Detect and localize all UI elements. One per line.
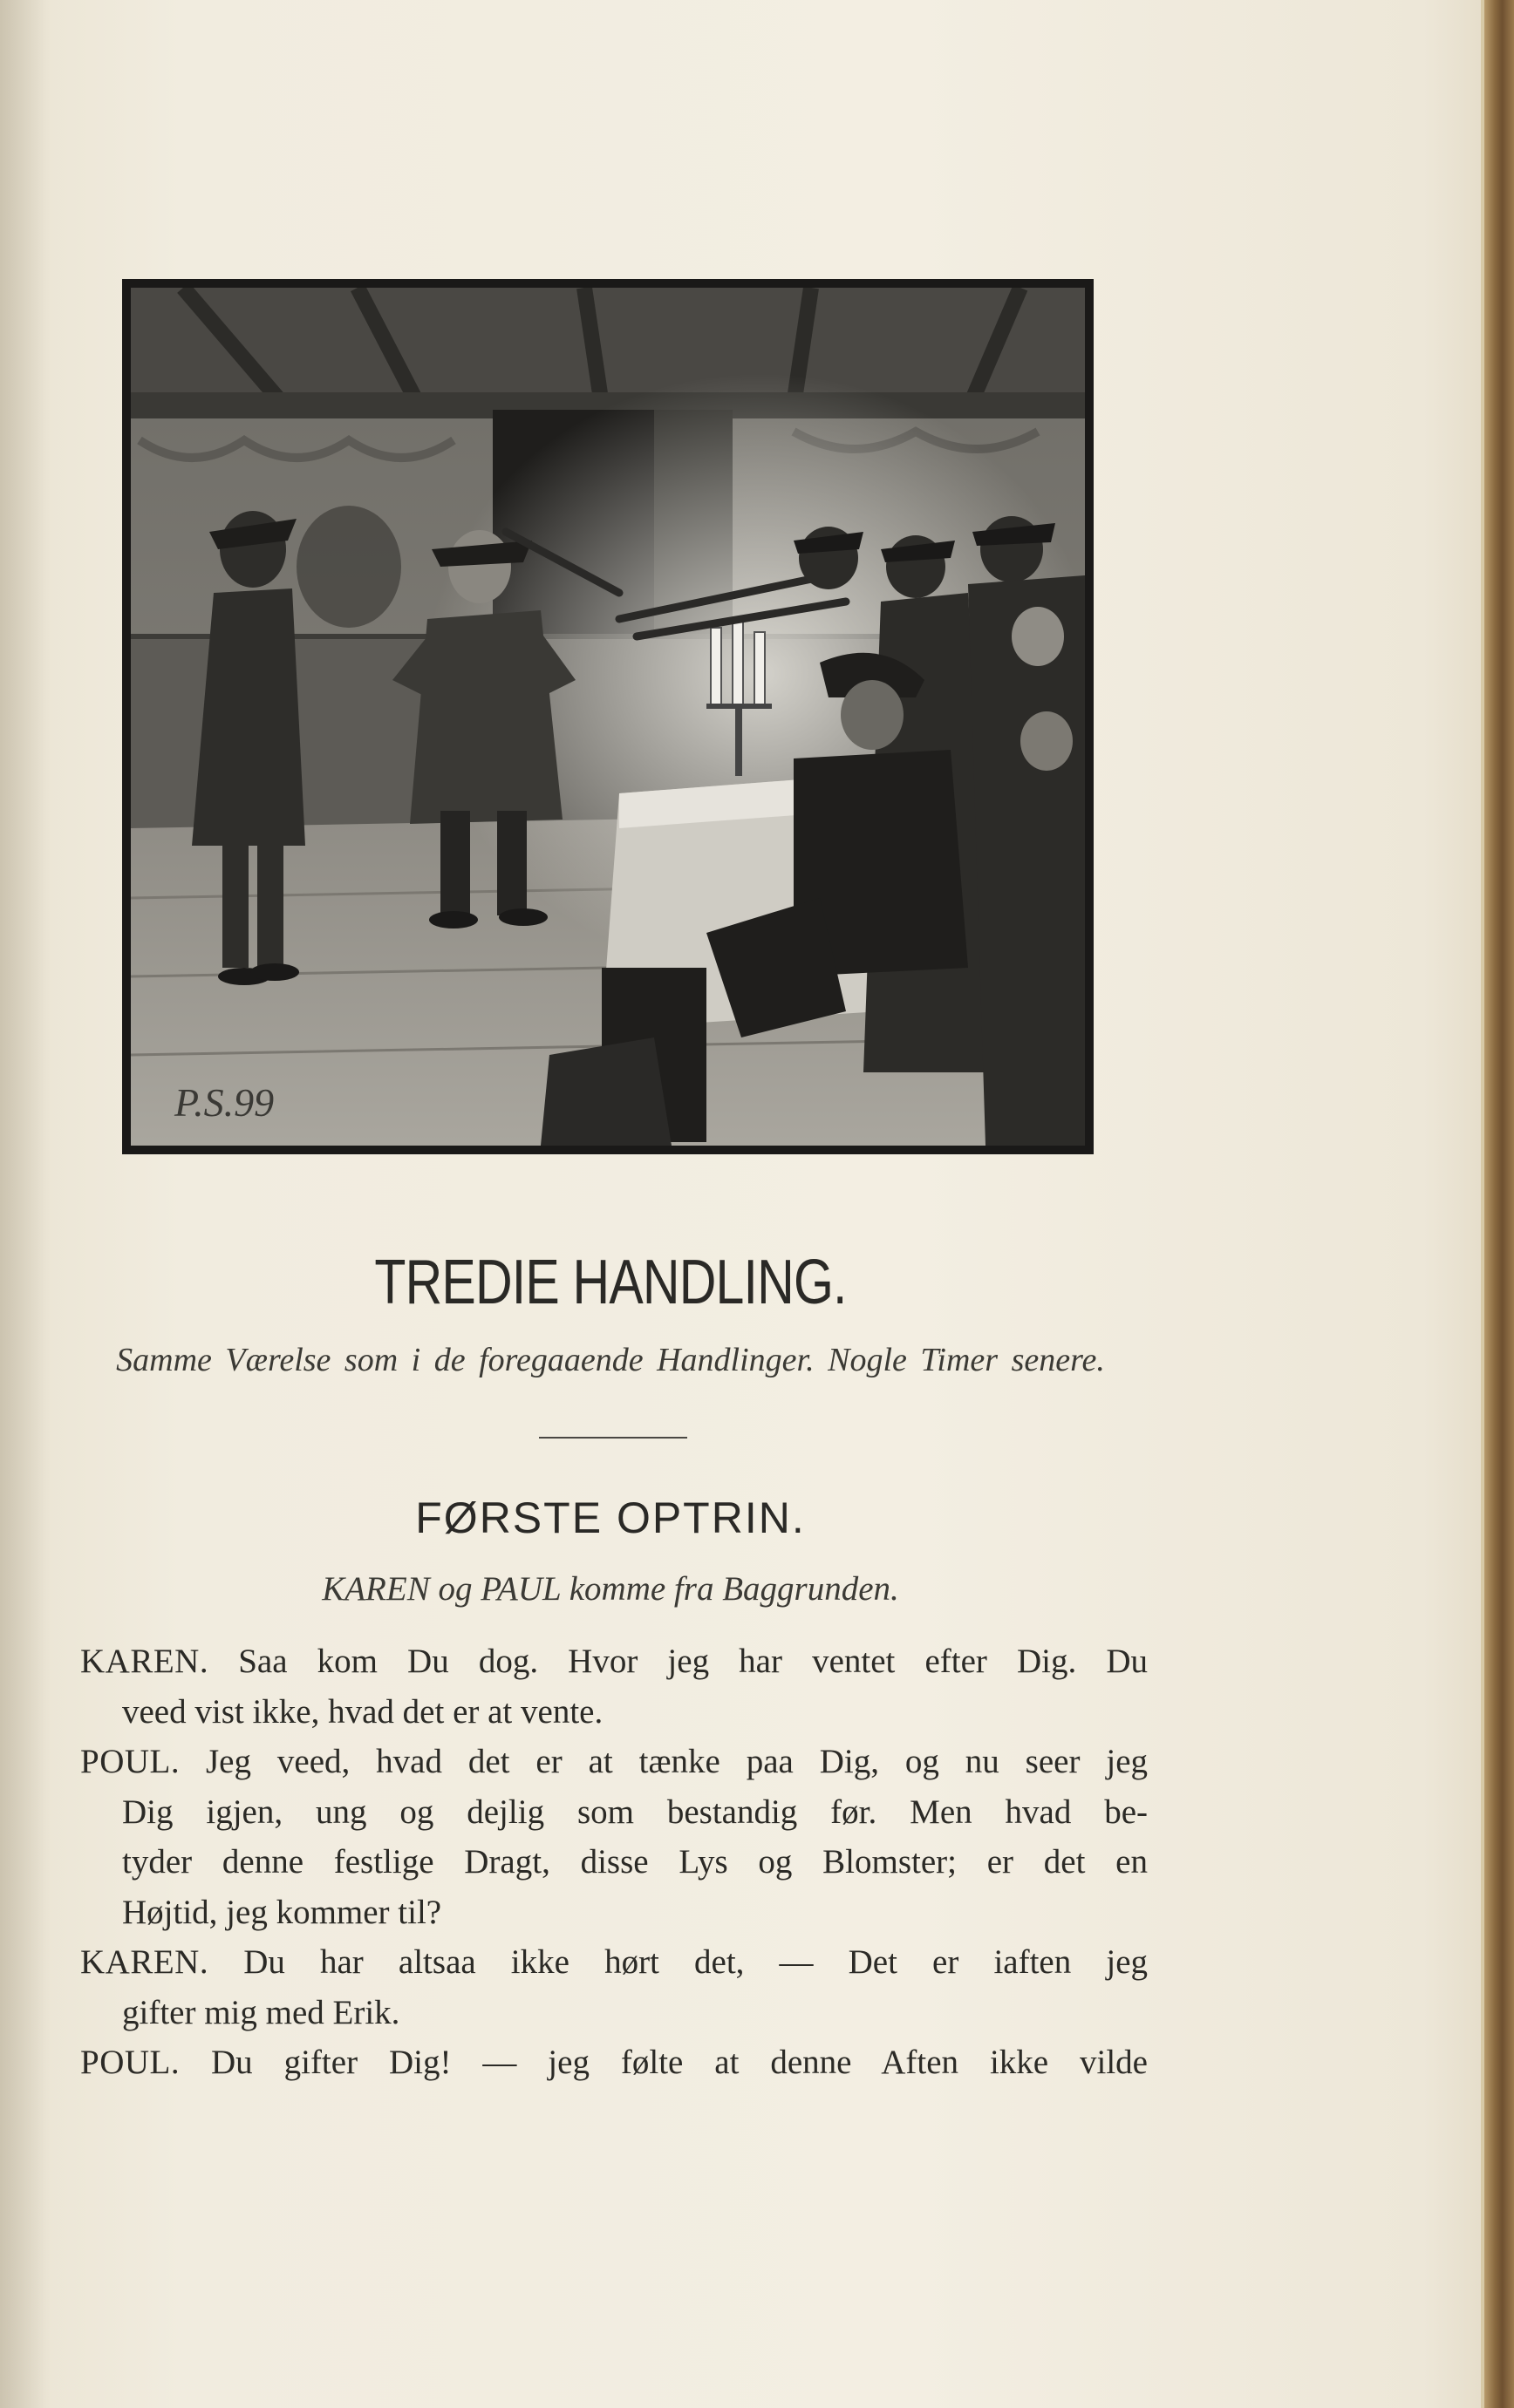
scene-title: FØRSTE OPTRIN. (415, 1493, 806, 1542)
dialogue-line (80, 1787, 1148, 1838)
engraving-illustration-icon (131, 288, 1085, 1146)
dialogue-line (80, 1888, 1148, 1938)
dialogue-text: gifter mig med Erik. (122, 1993, 400, 2031)
act-title: TREDIE HANDLING. (374, 1248, 847, 1317)
dialogue-line (80, 1988, 1148, 2038)
divider-rule (539, 1437, 687, 1439)
dialogue-block (80, 1636, 1148, 2088)
speaker-name: POUL. (80, 1743, 181, 1780)
dialogue-line (80, 1937, 1148, 1988)
dialogue-text: Dig igjen, ung og dejlig som bestandig før. Men hvad be- (122, 1792, 1148, 1831)
dialogue-line (80, 1636, 1148, 1687)
dialogue-line (80, 1737, 1148, 1787)
dialogue-line (80, 2037, 1148, 2088)
speaker-name: POUL. (80, 2044, 181, 2081)
dialogue-text: Du har altsaa ikke hørt det, — Det er iaften jeg (243, 1943, 1149, 1981)
speaker-name: KAREN. (80, 1943, 209, 1981)
dialogue-text: Du gifter Dig! — jeg følte at denne Aften ikke vilde (211, 2044, 1148, 2081)
gutter-shadow (0, 0, 52, 2408)
dialogue-text: tyder denne festlige Dragt, disse Lys og Blomster; er det en (122, 1843, 1148, 1881)
dialogue-text: Jeg veed, hvad det er at tænke paa Dig, og nu seer jeg (206, 1743, 1149, 1780)
dialogue-line (80, 1837, 1148, 1888)
scene-illustration (122, 279, 1094, 1154)
dialogue-text: veed vist ikke, hvad det er at vente. (122, 1692, 604, 1731)
dialogue-text: Saa kom Du dog. Hvor jeg har ventet efter Dig. Du (238, 1643, 1149, 1680)
stage-direction: KAREN og PAUL komme fra Baggrunden. (322, 1570, 899, 1608)
dialogue-line (80, 1687, 1148, 1738)
dialogue-text: Højtid, jeg kommer til? (122, 1893, 442, 1931)
book-cover-edge (1484, 0, 1514, 2408)
speaker-name: KAREN. (80, 1643, 209, 1680)
illustration-signature: P.S.99 (174, 1080, 275, 1125)
act-setting: Samme Værelse som i de foregaaende Handlinger. Nogle Timer senere. (116, 1342, 1105, 1378)
